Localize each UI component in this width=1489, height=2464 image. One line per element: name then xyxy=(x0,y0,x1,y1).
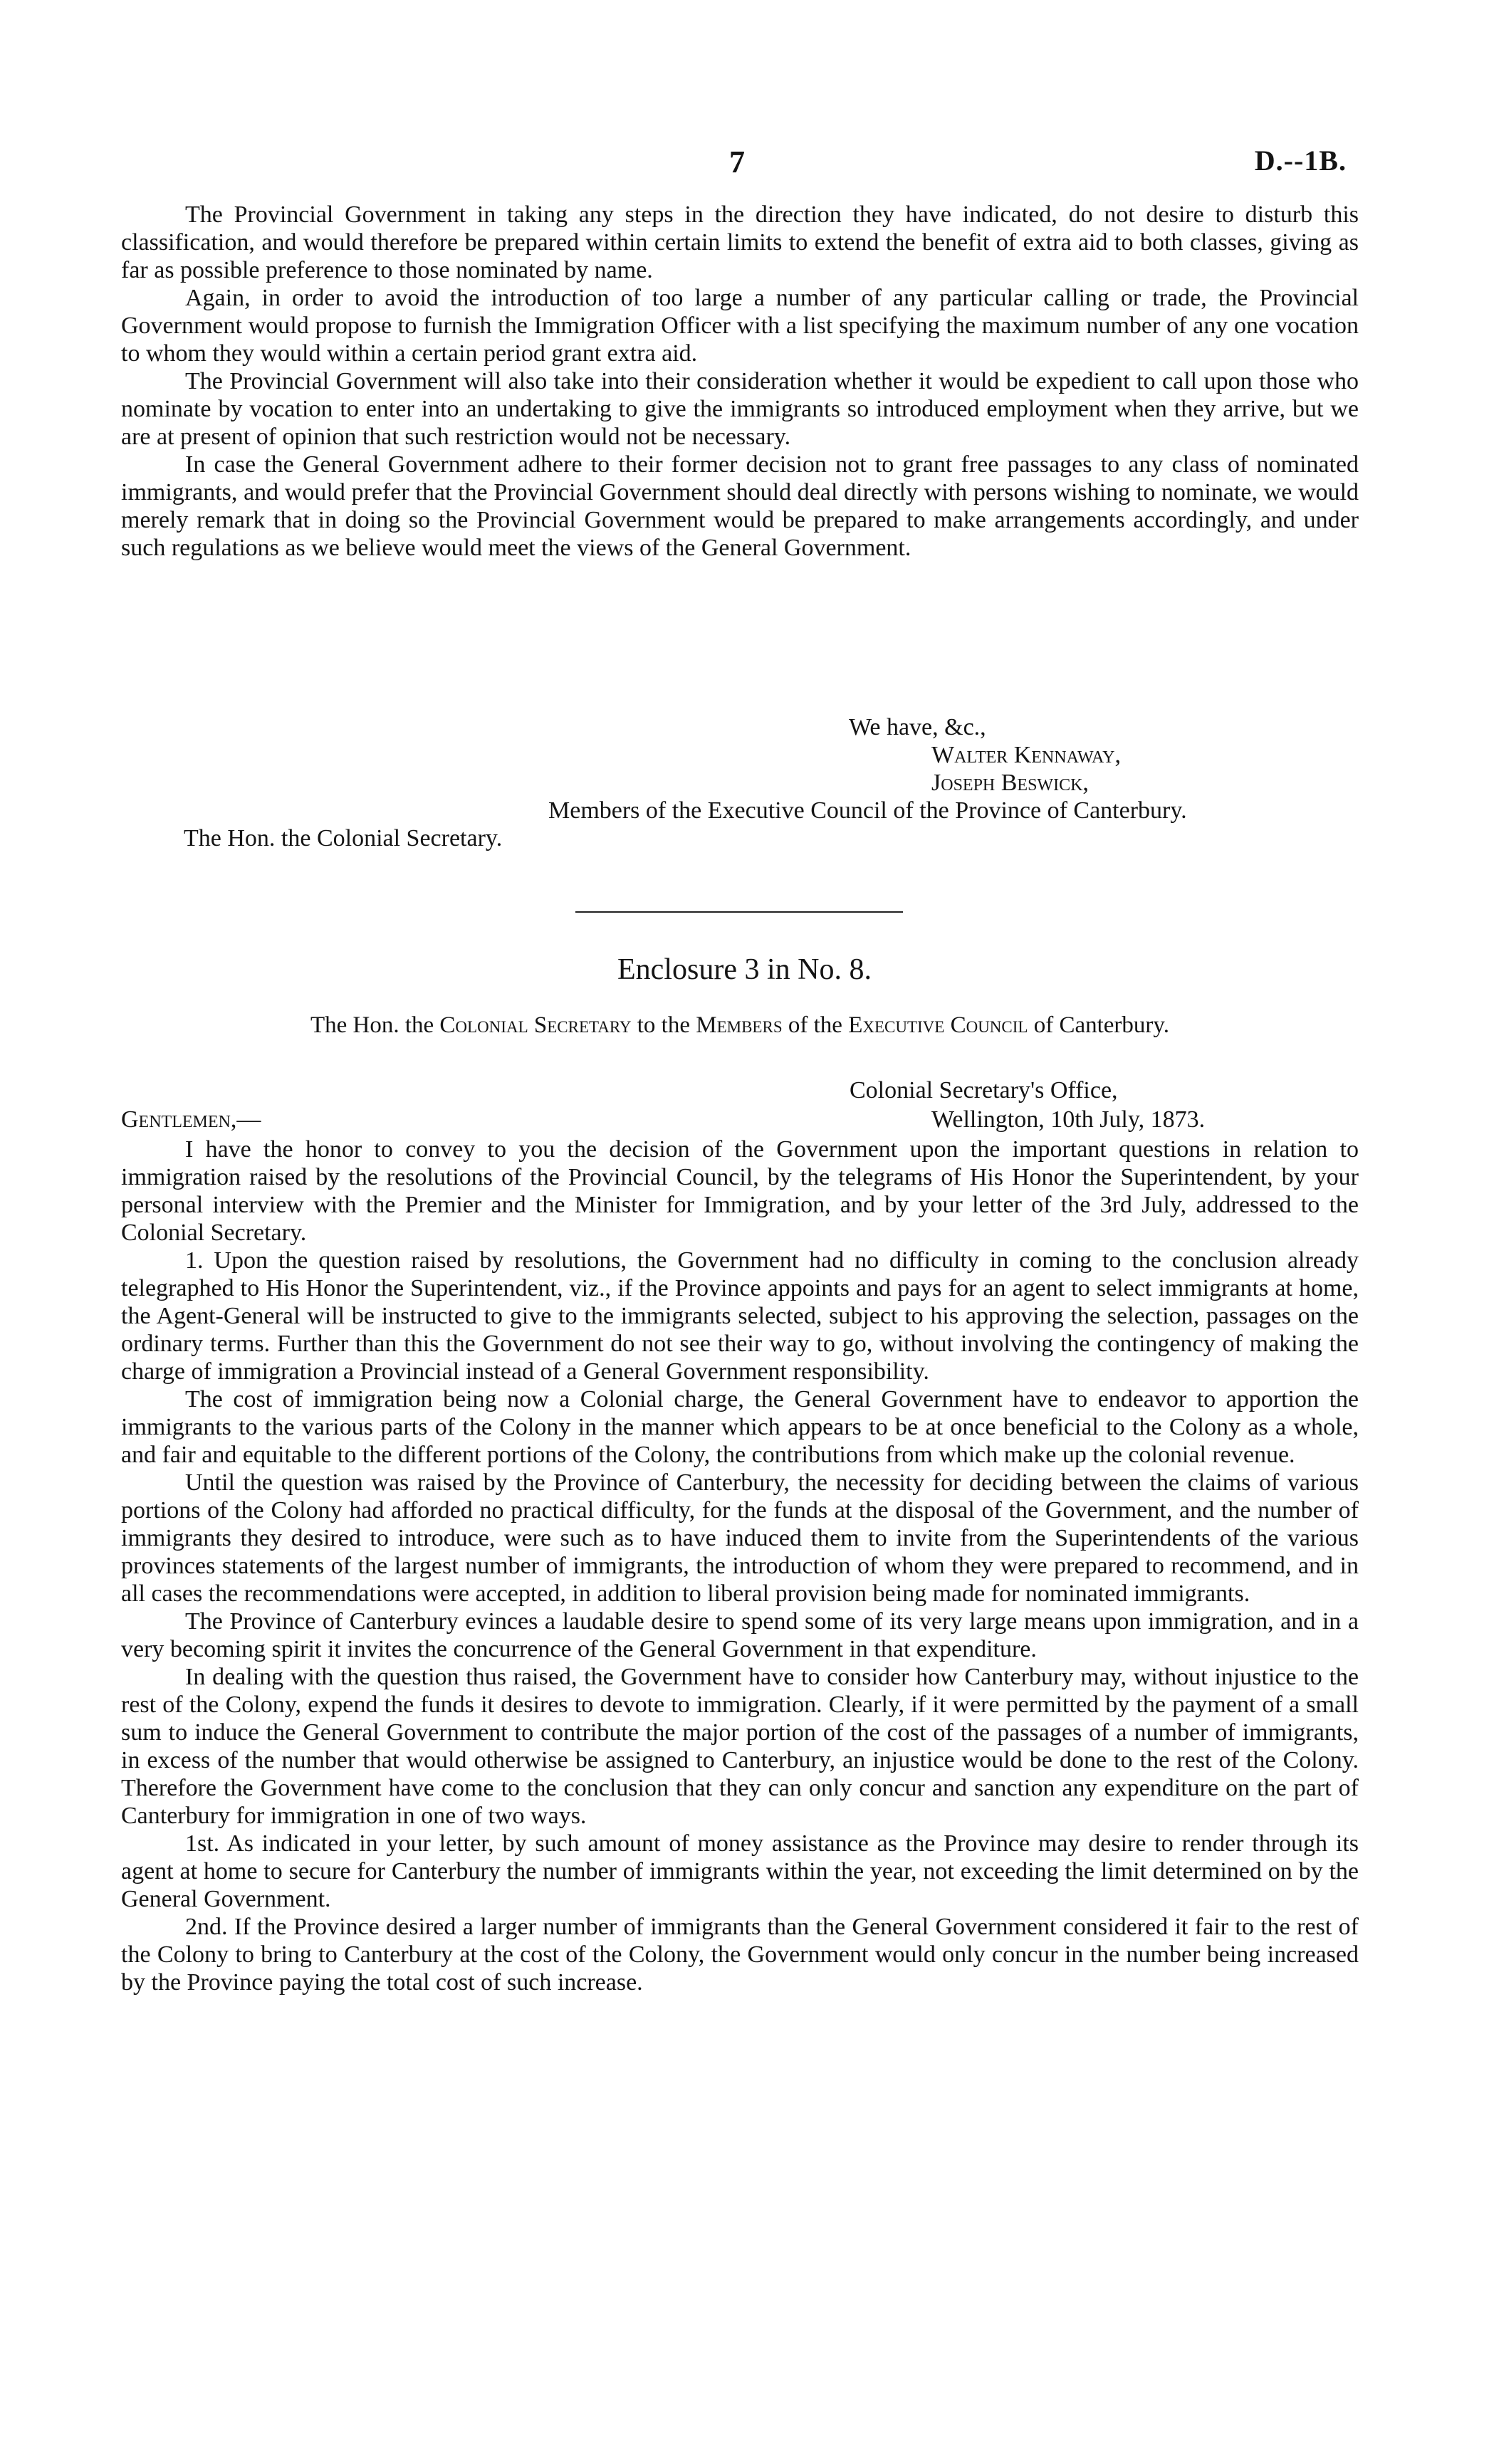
letter2-paragraph: The cost of immigration being now a Colonial charge, the General Government have to endeavor to apportion the immigrants to the various parts of the Colony in the manner which appears to be at once beneficial to the Colony as a whole, and fair and equitable to the different portions of the Colony, the contributions from which make up the colonial revenue. xyxy=(121,1386,1359,1468)
subhead-text: of the xyxy=(782,1012,849,1038)
subhead-council: Executive Council xyxy=(848,1012,1028,1038)
document-reference: D.--1B. xyxy=(1254,145,1347,177)
enclosure-title: Enclosure 3 in No. 8. xyxy=(617,953,872,986)
salutation: Gentlemen,— xyxy=(121,1106,261,1133)
letter1-body xyxy=(121,201,1359,562)
letter2-paragraph: I have the honor to convey to you the decision of the Government upon the important questions in relation to immigration raised by the resolutions of the Provincial Council, by the telegrams of His Honor the Superintendent, by your personal interview with the Premier and the Minister for Immigration, and by your letter of the 3rd July, addressed to the Colonial Secretary. xyxy=(121,1136,1359,1246)
signatory-beswick: Joseph Beswick, xyxy=(931,770,1089,796)
date-line: Wellington, 10th July, 1873. xyxy=(931,1106,1206,1133)
subhead-text: of Canterbury. xyxy=(1028,1012,1170,1038)
letter2-paragraph: 1st. As indicated in your letter, by such amount of money assistance as the Province may desire to render through its agent at home to secure for Canterbury the number of immigrants within the year, not exceeding the limit determined on by the General Government. xyxy=(121,1830,1359,1912)
subhead-text: to the xyxy=(631,1012,696,1038)
letter2-paragraph: The Province of Canterbury evinces a laudable desire to spend some of its very large means upon immigration, and in a very becoming spirit it invites the concurrence of the General Government in that expenditure. xyxy=(121,1608,1359,1662)
letter1-addressee: The Hon. the Colonial Secretary. xyxy=(184,825,503,851)
section-divider xyxy=(575,911,903,913)
subhead-members: Members xyxy=(696,1012,783,1038)
office-line: Colonial Secretary's Office, xyxy=(850,1077,1118,1103)
subhead-text: The Hon. the xyxy=(310,1012,440,1038)
enclosure-subheading xyxy=(121,1011,1359,1039)
letter1-paragraph: In case the General Government adhere to their former decision not to grant free passages to any class of nominated immigrants, and would prefer that the Provincial Government should deal directly with persons wishing to nominate, we would merely remark that in doing so the Provincial Government would be prepared to make arrangements accordingly, and under such regulations as we believe would meet the views of the General Government. xyxy=(121,451,1359,561)
letter2-body xyxy=(121,1136,1359,1996)
letter1-closing: We have, &c., xyxy=(849,714,986,740)
signatory-kennaway: Walter Kennaway, xyxy=(931,742,1121,768)
signatory-title: Members of the Executive Council of the Province of Canterbury. xyxy=(548,797,1187,824)
letter1-paragraph: The Provincial Government in taking any steps in the direction they have indicated, do not desire to disturb this classification, and would therefore be prepared within certain limits to extend the benefit of extra aid to both classes, giving as far as possible preference to those nominated by name. xyxy=(121,201,1359,283)
letter1-paragraph: Again, in order to avoid the introduction of too large a number of any particular calling or trade, the Provincial Government would propose to furnish the Immigration Officer with a list specifying the maximum number of any one vocation to whom they would within a certain period grant extra aid. xyxy=(121,285,1359,367)
letter2-paragraph: Until the question was raised by the Province of Canterbury, the necessity for deciding between the claims of various portions of the Colony had afforded no practical difficulty, for the funds at the disposal of the Government, and the number of immigrants they desired to introduce, were such as to have induced them to invite from the Superintendents of the various provinces statements of the largest number of immigrants, the introduction of whom they were prepared to recommend, and in all cases the recommendations were accepted, in addition to liberal provision being made for nominated immigrants. xyxy=(121,1469,1359,1607)
letter1-paragraph: The Provincial Government will also take into their consideration whether it would be expedient to call upon those who nominate by vocation to enter into an undertaking to give the immigrants so introduced employment when they arrive, but we are at present of opinion that such restriction would not be necessary. xyxy=(121,368,1359,450)
subhead-from: Colonial Secretary xyxy=(439,1012,632,1038)
letter2-paragraph: 1. Upon the question raised by resolutions, the Government had no difficulty in coming to the conclusion already telegraphed to His Honor the Superintendent, viz., if the Province appoints and pays for an agent to select immigrants at home, the Agent-General will be instructed to give to the immigrants selected, subject to his approving the selection, passages on the ordinary terms. Further than this the Government do not see their way to go, without involving the contingency of making the charge of immigration a Provincial instead of a General Government responsibility. xyxy=(121,1247,1359,1385)
page-number: 7 xyxy=(729,145,745,179)
letter2-paragraph: In dealing with the question thus raised, the Government have to consider how Canterbury may, without injustice to the rest of the Colony, expend the funds it desires to devote to immigration. Clearly, if it were permitted by the payment of a small sum to induce the General Government to contribute the major portion of the cost of the passages of a number of immigrants, in excess of the number that would otherwise be assigned to Canterbury, an injustice would be done to the rest of the Colony. Therefore the Government have come to the conclusion that they can only concur and sanction any expenditure on the part of Canterbury for immigration in one of two ways. xyxy=(121,1664,1359,1829)
letter2-paragraph: 2nd. If the Province desired a larger number of immigrants than the General Government considered it fair to the rest of the Colony to bring to Canterbury at the cost of the Colony, the Government would only concur in the number being increased by the Province paying the total cost of such increase. xyxy=(121,1914,1359,1996)
